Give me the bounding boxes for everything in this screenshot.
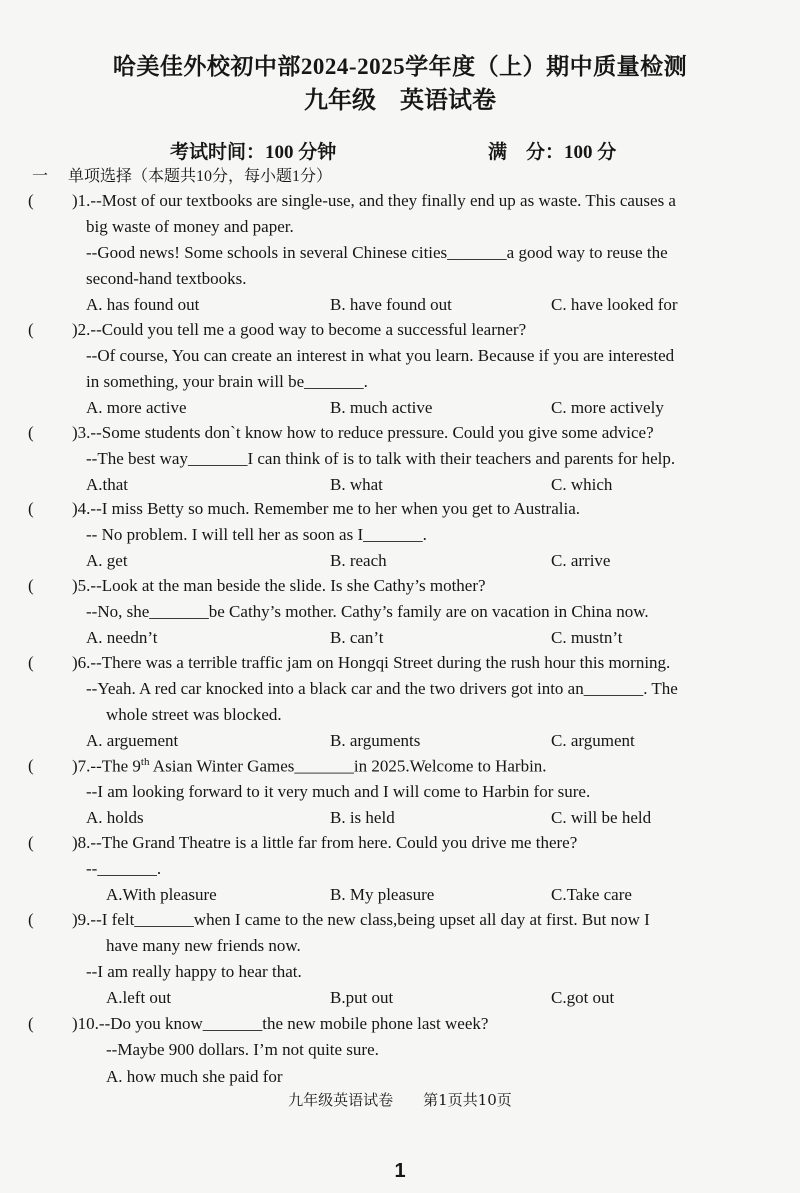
answer-bracket: ( (28, 910, 34, 929)
option-a: A. has found out (86, 295, 200, 314)
option-a: A. arguement (86, 731, 179, 750)
question-line: )6.--There was a terrible traffic jam on Hongqi Street during the rush hour this morning. (72, 653, 671, 672)
answer-bracket: ( (28, 576, 34, 595)
question-line: --I am really happy to hear that. (86, 962, 302, 981)
question-line: --Of course, You can create an interest in what you learn. Because if you are interested (86, 346, 675, 365)
answer-bracket: ( (28, 653, 34, 672)
option-c: C. have looked for (551, 295, 678, 314)
option-b: B.put out (330, 988, 394, 1007)
section-title: 单项选择（本题共10分，每小题1分） (68, 168, 333, 185)
option-a: A.left out (106, 988, 172, 1007)
question-line: )10.--Do you know_______the new mobile phone last week? (72, 1014, 489, 1033)
question-line: )8.--The Grand Theatre is a little far from here. Could you drive me there? (72, 833, 578, 852)
question-line: --The best way_______I can think of is to talk with their teachers and parents for help. (86, 449, 676, 468)
option-b: B. have found out (330, 295, 452, 314)
question-line: )4.--I miss Betty so much. Remember me to her when you get to Australia. (72, 499, 581, 518)
question-line: )1.--Most of our textbooks are single-use, and they finally end up as waste. This causes a (72, 191, 676, 210)
option-c: C. arrive (551, 551, 611, 570)
option-c: C. argument (551, 731, 635, 750)
question-line: --Good news! Some schools in several Chinese cities_______a good way to reuse the (86, 243, 668, 262)
question-line: whole street was blocked. (106, 705, 282, 724)
option-a: A. how much she paid for (106, 1067, 283, 1086)
question-line: big waste of money and paper. (86, 217, 294, 236)
option-c: C.Take care (551, 885, 632, 904)
option-b: B. much active (330, 398, 433, 417)
option-c: C. more actively (551, 398, 664, 417)
answer-bracket: ( (28, 320, 34, 339)
option-a: A. holds (86, 808, 144, 827)
question-line: --Yeah. A red car knocked into a black car and the two drivers got into an_______. The (86, 679, 678, 698)
question-line: )2.--Could you tell me a good way to become a successful learner? (72, 320, 527, 339)
option-c: C.got out (551, 988, 615, 1007)
exam-title: 哈美佳外校初中部2024-2025学年度（上）期中质量检测 (112, 54, 688, 79)
question-line: --No, she_______be Cathy’s mother. Cathy’s family are on vacation in China now. (86, 602, 649, 621)
option-a: A. more active (86, 398, 187, 417)
option-a: A.that (86, 475, 129, 494)
answer-bracket: ( (28, 833, 34, 852)
question-line: --I am looking forward to it very much and I will come to Harbin for sure. (86, 782, 591, 801)
option-b: B. reach (330, 551, 387, 570)
answer-bracket: ( (28, 756, 34, 775)
exam-time: 考试时间：100 分钟 (170, 142, 337, 163)
answer-bracket: ( (28, 191, 34, 210)
question-line: )7.--The 9th Asian Winter Games_______in 2025.Welcome to Harbin. (72, 756, 547, 776)
question-line: --Maybe 900 dollars. I’m not quite sure. (106, 1040, 379, 1059)
section-number: 一 (32, 168, 49, 185)
option-c: C. will be held (551, 808, 652, 827)
ordinal-suffix: th (140, 756, 150, 768)
question-line: --_______. (86, 859, 162, 878)
full-score: 满 分：100 分 (488, 142, 617, 163)
page-number: 1 (394, 1160, 406, 1182)
option-b: B. can’t (330, 628, 384, 647)
question-line: )9.--I felt_______when I came to the new class,being upset all day at first. But now I (72, 910, 650, 929)
question-line: -- No problem. I will tell her as soon as I_______. (86, 525, 427, 544)
question-line: have many new friends now. (106, 936, 301, 955)
question-line: second-hand textbooks. (86, 269, 247, 288)
question-line: in something, your brain will be_______. (86, 372, 368, 391)
option-b: B. My pleasure (330, 885, 435, 904)
option-b: B. what (330, 475, 383, 494)
option-a: A.With pleasure (106, 885, 217, 904)
option-a: A. get (86, 551, 128, 570)
option-a: A. needn’t (86, 628, 158, 647)
question-line: )3.--Some students don`t know how to reduce pressure. Could you give some advice? (72, 423, 654, 442)
page-footer: 九年级英语试卷 第1页共10页 (288, 1091, 512, 1109)
answer-bracket: ( (28, 499, 34, 518)
option-c: C. mustn’t (551, 628, 623, 647)
answer-bracket: ( (28, 1014, 34, 1033)
answer-bracket: ( (28, 423, 34, 442)
option-b: B. arguments (330, 731, 421, 750)
exam-subtitle: 九年级 英语试卷 (304, 88, 496, 114)
section-heading (32, 163, 332, 186)
option-b: B. is held (330, 808, 395, 827)
question-line: )5.--Look at the man beside the slide. Is she Cathy’s mother? (72, 576, 486, 595)
option-c: C. which (551, 475, 613, 494)
